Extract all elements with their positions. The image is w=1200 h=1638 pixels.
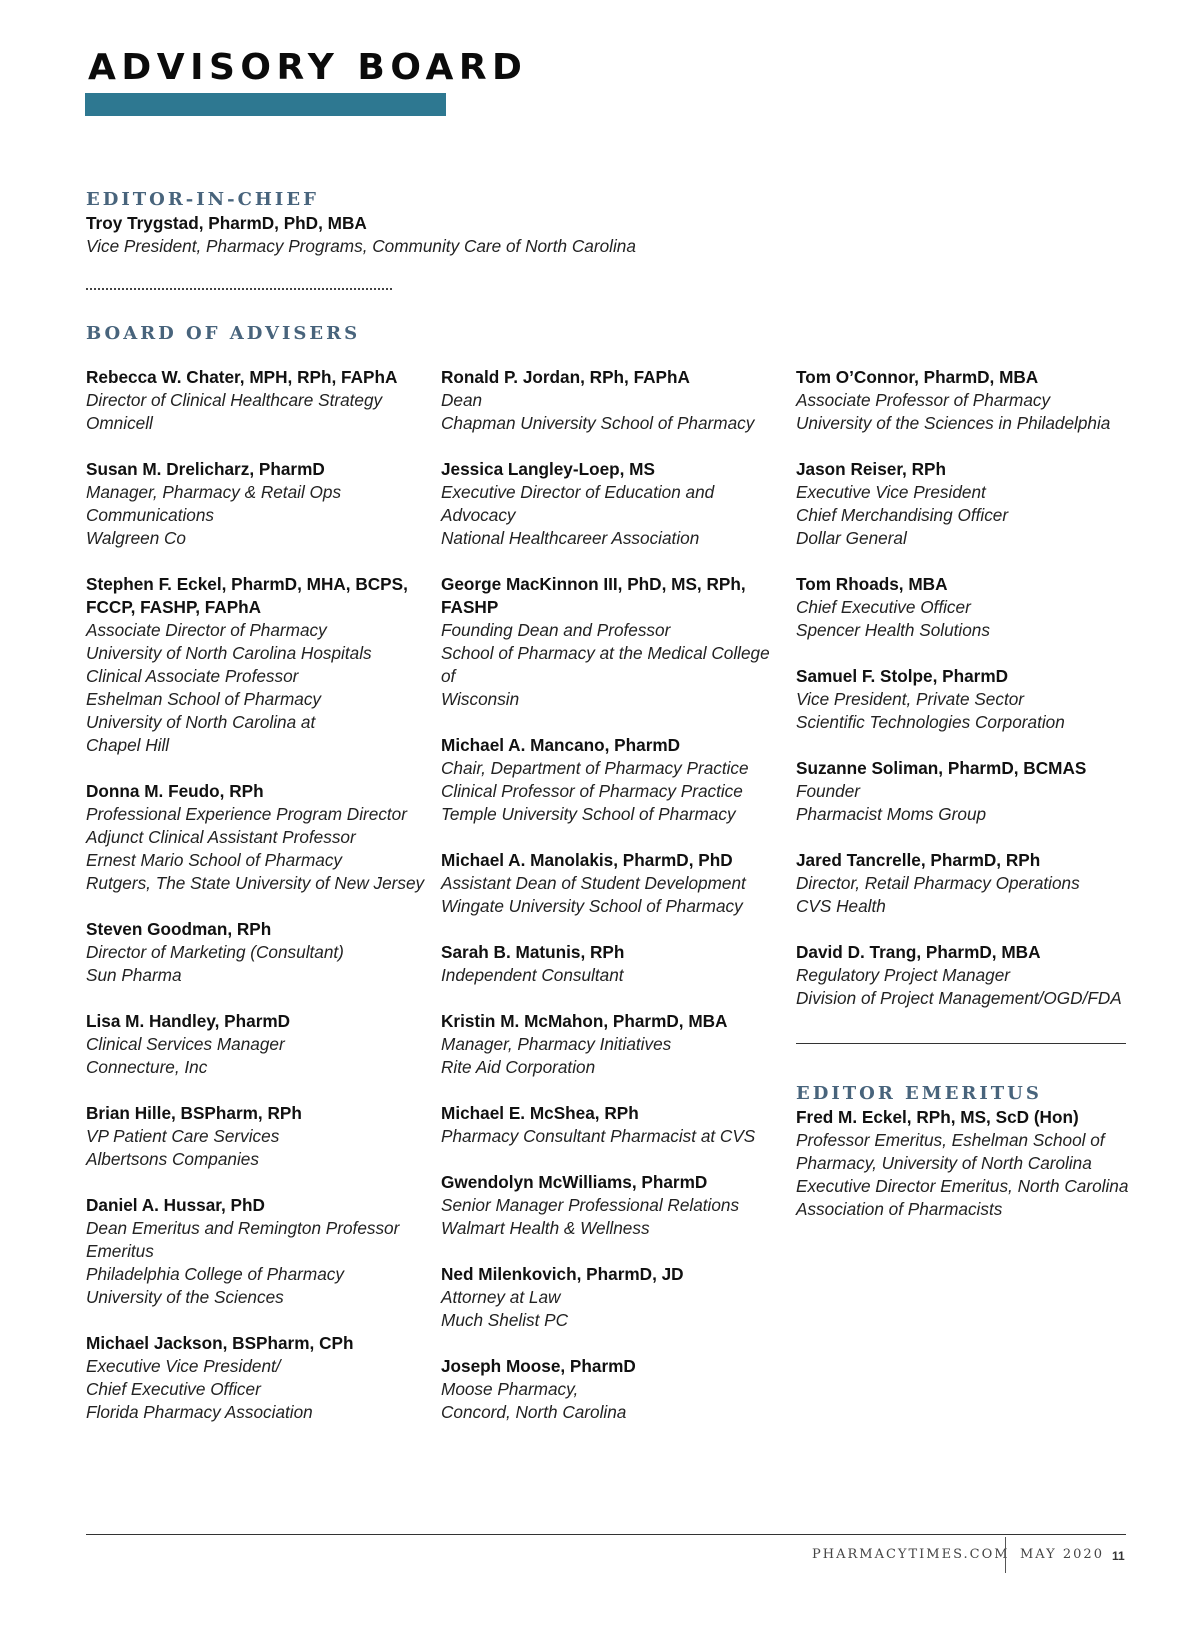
- emeritus-divider: [796, 1043, 1126, 1044]
- adviser-name: Daniel A. Hussar, PhD: [86, 1195, 265, 1215]
- adviser-name: Rebecca W. Chater, MPH, RPh, FAPhA: [86, 367, 398, 387]
- editor-in-chief-name: Troy Trygstad, PharmD, PhD, MBA: [86, 213, 367, 233]
- adviser-entry: [796, 665, 1136, 734]
- adviser-title-line: Pharmacy Consultant Pharmacist at CVS: [441, 1126, 756, 1146]
- adviser-name: Donna M. Feudo, RPh: [86, 781, 264, 801]
- adviser-title-line: Chief Executive Officer: [86, 1379, 261, 1399]
- adviser-title-line: Manager, Pharmacy Initiatives: [441, 1034, 672, 1054]
- adviser-name: FASHP: [441, 597, 499, 617]
- adviser-title-line: Chief Executive Officer: [796, 597, 971, 617]
- adviser-title-line: Dean: [441, 390, 483, 410]
- section-divider: [86, 288, 392, 290]
- adviser-entry: [441, 1263, 781, 1332]
- adviser-entry: [86, 366, 426, 435]
- adviser-name: Michael Jackson, BSPharm, CPh: [86, 1333, 354, 1353]
- adviser-entry: [86, 1332, 426, 1424]
- adviser-title-line: National Healthcareer Association: [441, 528, 700, 548]
- editor-emeritus-line: Pharmacy, University of North Carolina: [796, 1153, 1092, 1173]
- adviser-title-line: Walmart Health & Wellness: [441, 1218, 650, 1238]
- adviser-title-line: Associate Professor of Pharmacy: [796, 390, 1051, 410]
- adviser-title-line: Executive Vice President/: [86, 1356, 281, 1376]
- adviser-title-line: Wingate University School of Pharmacy: [441, 896, 743, 916]
- adviser-title-line: Founder: [796, 781, 861, 801]
- adviser-title-line: Regulatory Project Manager: [796, 965, 1010, 985]
- adviser-title-line: Philadelphia College of Pharmacy: [86, 1264, 344, 1284]
- editor-emeritus-line: Professor Emeritus, Eshelman School of: [796, 1130, 1105, 1150]
- adviser-name: Joseph Moose, PharmD: [441, 1356, 636, 1376]
- adviser-title-line: Dean Emeritus and Remington Professor: [86, 1218, 400, 1238]
- page-title: ADVISORY BOARD: [88, 47, 528, 88]
- adviser-entry: [441, 366, 781, 435]
- advisers-column-2: [441, 366, 781, 1447]
- adviser-title-line: Chapman University School of Pharmacy: [441, 413, 755, 433]
- advisers-column-1: [86, 366, 426, 1447]
- adviser-entry: [796, 366, 1136, 435]
- adviser-title-line: Director of Marketing (Consultant): [86, 942, 344, 962]
- adviser-entry: [441, 1010, 781, 1079]
- adviser-entry: [86, 1194, 426, 1309]
- editor-emeritus-line: Executive Director Emeritus, North Carolina: [796, 1176, 1129, 1196]
- adviser-title-line: Dollar General: [796, 528, 907, 548]
- adviser-title-line: Florida Pharmacy Association: [86, 1402, 313, 1422]
- adviser-entry: [441, 849, 781, 918]
- adviser-title-line: Chapel Hill: [86, 735, 170, 755]
- adviser-entry: [86, 780, 426, 895]
- adviser-title-line: Scientific Technologies Corporation: [796, 712, 1065, 732]
- adviser-title-line: Professional Experience Program Director: [86, 804, 407, 824]
- adviser-title-line: Concord, North Carolina: [441, 1402, 627, 1422]
- adviser-name: Jason Reiser, RPh: [796, 459, 946, 479]
- adviser-title-line: Assistant Dean of Student Development: [441, 873, 746, 893]
- adviser-entry: [796, 849, 1136, 918]
- adviser-title-line: Executive Vice President: [796, 482, 986, 502]
- adviser-title-line: University of North Carolina Hospitals: [86, 643, 372, 663]
- footer-separator: [1005, 1537, 1006, 1573]
- adviser-title-line: Chair, Department of Pharmacy Practice: [441, 758, 749, 778]
- adviser-entry: [86, 918, 426, 987]
- adviser-name: Ned Milenkovich, PharmD, JD: [441, 1264, 684, 1284]
- footer-issue: MAY 2020: [1020, 1547, 1104, 1562]
- editor-emeritus-line: Association of Pharmacists: [796, 1199, 1003, 1219]
- adviser-title-line: Spencer Health Solutions: [796, 620, 990, 640]
- editor-emeritus-name: Fred M. Eckel, RPh, MS, ScD (Hon): [796, 1107, 1079, 1127]
- board-of-advisers-heading: BOARD OF ADVISERS: [86, 323, 361, 344]
- adviser-title-line: Rutgers, The State University of New Jersey: [86, 873, 425, 893]
- adviser-title-line: VP Patient Care Services: [86, 1126, 280, 1146]
- adviser-title-line: Temple University School of Pharmacy: [441, 804, 736, 824]
- adviser-name: Ronald P. Jordan, RPh, FAPhA: [441, 367, 690, 387]
- adviser-title-line: Associate Director of Pharmacy: [86, 620, 327, 640]
- adviser-name: Michael A. Mancano, PharmD: [441, 735, 681, 755]
- adviser-entry: [796, 757, 1136, 826]
- title-accent-bar: [85, 93, 446, 116]
- adviser-title-line: Omnicell: [86, 413, 153, 433]
- adviser-name: Sarah B. Matunis, RPh: [441, 942, 625, 962]
- page-number: 11: [1112, 1549, 1125, 1563]
- footer-rule: [86, 1534, 1126, 1535]
- adviser-title-line: Wisconsin: [441, 689, 520, 709]
- adviser-title-line: Connecture, Inc: [86, 1057, 208, 1077]
- adviser-name: Stephen F. Eckel, PharmD, MHA, BCPS,: [86, 574, 408, 594]
- adviser-title-line: University of North Carolina at: [86, 712, 316, 732]
- adviser-title-line: Vice President, Private Sector: [796, 689, 1025, 709]
- adviser-title-line: Albertsons Companies: [86, 1149, 259, 1169]
- adviser-entry: [441, 734, 781, 826]
- adviser-title-line: Clinical Professor of Pharmacy Practice: [441, 781, 743, 801]
- adviser-title-line: Founding Dean and Professor: [441, 620, 671, 640]
- adviser-title-line: CVS Health: [796, 896, 886, 916]
- adviser-entry: [441, 1171, 781, 1240]
- footer-site: PHARMACYTIMES.COM: [812, 1547, 1010, 1562]
- editor-emeritus-entry: [796, 1106, 1128, 1221]
- adviser-name: Samuel F. Stolpe, PharmD: [796, 666, 1009, 686]
- adviser-title-line: Moose Pharmacy,: [441, 1379, 579, 1399]
- adviser-title-line: Attorney at Law: [441, 1287, 561, 1307]
- adviser-name: Michael A. Manolakis, PharmD, PhD: [441, 850, 733, 870]
- adviser-name: Tom O’Connor, PharmD, MBA: [796, 367, 1039, 387]
- adviser-title-line: University of the Sciences: [86, 1287, 284, 1307]
- adviser-name: Kristin M. McMahon, PharmD, MBA: [441, 1011, 728, 1031]
- adviser-title-line: Director of Clinical Healthcare Strategy: [86, 390, 383, 410]
- adviser-name: Jared Tancrelle, PharmD, RPh: [796, 850, 1041, 870]
- adviser-title-line: Director, Retail Pharmacy Operations: [796, 873, 1080, 893]
- adviser-entry: [86, 1010, 426, 1079]
- adviser-name: Gwendolyn McWilliams, PharmD: [441, 1172, 708, 1192]
- adviser-entry: [441, 573, 781, 711]
- adviser-title-line: School of Pharmacy at the Medical College of: [441, 643, 770, 686]
- adviser-title-line: Division of Project Management/OGD/FDA: [796, 988, 1122, 1008]
- adviser-title-line: Manager, Pharmacy & Retail Ops: [86, 482, 342, 502]
- adviser-title-line: Rite Aid Corporation: [441, 1057, 596, 1077]
- advisers-column-3: [796, 366, 1136, 1033]
- adviser-title-line: Clinical Services Manager: [86, 1034, 285, 1054]
- adviser-entry: [796, 941, 1136, 1010]
- adviser-title-line: Emeritus: [86, 1241, 154, 1261]
- adviser-title-line: Clinical Associate Professor: [86, 666, 299, 686]
- adviser-entry: [86, 458, 426, 550]
- editor-in-chief-heading: EDITOR-IN-CHIEF: [86, 189, 319, 210]
- adviser-title-line: Walgreen Co: [86, 528, 186, 548]
- adviser-title-line: Ernest Mario School of Pharmacy: [86, 850, 343, 870]
- adviser-entry: [796, 458, 1136, 550]
- adviser-name: Suzanne Soliman, PharmD, BCMAS: [796, 758, 1087, 778]
- adviser-name: Steven Goodman, RPh: [86, 919, 272, 939]
- adviser-name: Tom Rhoads, MBA: [796, 574, 948, 594]
- adviser-title-line: Adjunct Clinical Assistant Professor: [86, 827, 356, 847]
- adviser-name: David D. Trang, PharmD, MBA: [796, 942, 1041, 962]
- adviser-name: George MacKinnon III, PhD, MS, RPh,: [441, 574, 746, 594]
- adviser-title-line: University of the Sciences in Philadelphia: [796, 413, 1111, 433]
- adviser-entry: [441, 1102, 781, 1148]
- adviser-title-line: Pharmacist Moms Group: [796, 804, 987, 824]
- adviser-entry: [441, 941, 781, 987]
- adviser-title-line: Eshelman School of Pharmacy: [86, 689, 322, 709]
- adviser-entry: [441, 458, 781, 550]
- adviser-name: Michael E. McShea, RPh: [441, 1103, 639, 1123]
- adviser-title-line: Sun Pharma: [86, 965, 182, 985]
- adviser-entry: [796, 573, 1136, 642]
- adviser-title-line: Communications: [86, 505, 214, 525]
- editor-emeritus-heading: EDITOR EMERITUS: [796, 1083, 1042, 1104]
- adviser-title-line: Senior Manager Professional Relations: [441, 1195, 740, 1215]
- adviser-title-line: Much Shelist PC: [441, 1310, 569, 1330]
- editor-in-chief-title: Vice President, Pharmacy Programs, Community Care of North Carolina: [86, 236, 636, 256]
- adviser-name: Brian Hille, BSPharm, RPh: [86, 1103, 302, 1123]
- editor-in-chief-entry: [86, 212, 636, 258]
- adviser-name: Jessica Langley-Loep, MS: [441, 459, 655, 479]
- adviser-title-line: Chief Merchandising Officer: [796, 505, 1009, 525]
- adviser-name: FCCP, FASHP, FAPhA: [86, 597, 262, 617]
- adviser-name: Lisa M. Handley, PharmD: [86, 1011, 291, 1031]
- adviser-entry: [86, 1102, 426, 1171]
- adviser-title-line: Executive Director of Education and Advocacy: [441, 482, 715, 525]
- adviser-entry: [86, 573, 426, 757]
- adviser-title-line: Independent Consultant: [441, 965, 624, 985]
- adviser-entry: [441, 1355, 781, 1424]
- adviser-name: Susan M. Drelicharz, PharmD: [86, 459, 325, 479]
